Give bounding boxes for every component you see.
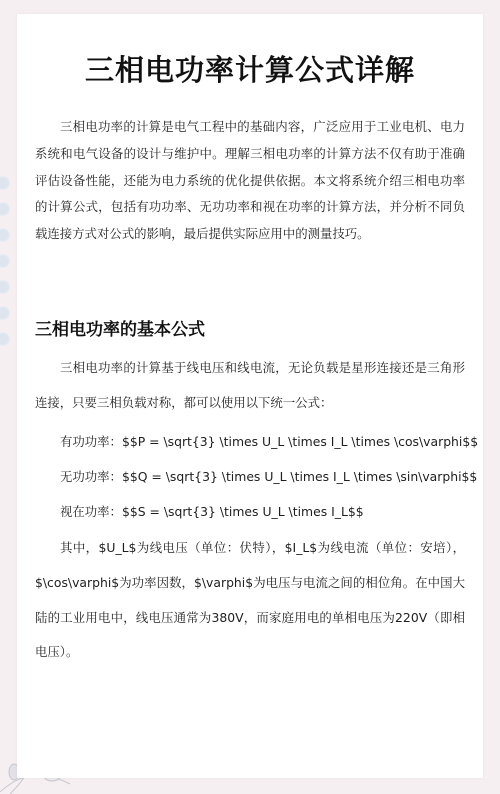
apparent-power-formula: 视在功率：$$S = \sqrt{3} \times U_L \times I_L$$ bbox=[60, 504, 364, 519]
active-power-formula: 有功功率：$$P = \sqrt{3} \times U_L \times I_L \times \cos\varphi$$ bbox=[60, 434, 479, 449]
decorative-dot bbox=[0, 306, 10, 320]
decorative-dot bbox=[0, 332, 10, 346]
reactive-power-formula: 无功功率：$$Q = \sqrt{3} \times U_L \times I_L \times \sin\varphi$$ bbox=[60, 469, 478, 484]
explanation-paragraph: 其中，$U_L$为线电压（单位：伏特），$I_L$为线电流（单位：安培），$\cos\varphi$为功率因数，$\varphi$为电压与电流之间的相位角。在中国大陆的工业用电中，线电压通常为380V，而家庭用电的单相电压为220V（即相电压）。 bbox=[35, 540, 465, 660]
section-heading: 三相电功率的基本公式 bbox=[35, 320, 205, 340]
decorative-dot bbox=[0, 228, 10, 242]
document-title: 三相电功率计算公式详解 bbox=[84, 53, 415, 87]
section-body-paragraph: 三相电功率的计算基于线电压和线电流，无论负载是星形连接还是三角形连接，只要三相负载对称，都可以使用以下统一公式： bbox=[35, 360, 465, 410]
decorative-dot bbox=[0, 254, 10, 268]
intro-paragraph: 三相电功率的计算是电气工程中的基础内容，广泛应用于工业电机、电力系统和电气设备的设计与维护中。理解三相电功率的计算方法不仅有助于准确评估设备性能，还能为电力系统的优化提供依据。本文将系统介绍三相电功率的计算公式，包括有功功率、无功功率和视在功率的计算方法，并分析不同负载连接方式对公式的影响，最后提供实际应用中的测量技巧。 bbox=[35, 119, 465, 242]
decorative-dot bbox=[0, 280, 10, 294]
decorative-dot bbox=[0, 202, 10, 216]
decorative-dot bbox=[0, 176, 10, 190]
